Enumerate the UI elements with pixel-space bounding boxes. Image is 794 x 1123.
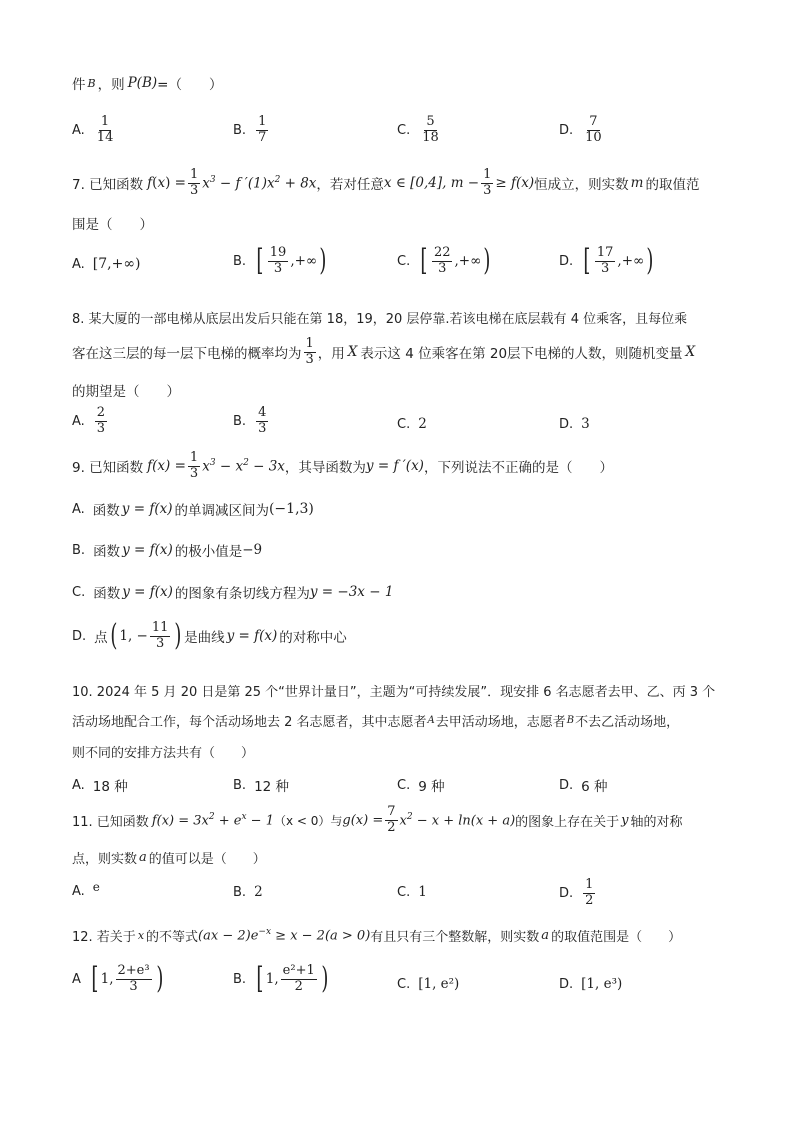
fraction [583,115,604,146]
q8-text-2c: 表示这 4 位乘客在第 20层下电梯的人数，则随机变量 [360,346,683,363]
interval-tail: ,+∞ [617,253,645,270]
q11-stem-line2 [72,848,266,867]
q11-function-g: g(x) = [342,812,384,828]
option-label: C. [397,777,411,793]
q7-domain: x ∈ [0,4], m − [383,175,480,192]
q12-option-b[interactable] [233,961,330,997]
bracket-right: ) [321,961,329,997]
q11-function-g-body: $x^2 - x + \ln(x + a)$ [399,812,516,829]
option-label: A. [72,501,85,517]
option-label: D. [559,253,574,269]
q8-text-2a: 客在这三层的每一层下电梯的概率均为 [72,346,302,363]
numerator: 1 [100,114,110,129]
q9-function-body: $x^3 - x^2 - 3x$ [202,458,285,475]
denominator: 2 [585,892,594,908]
q7-stem-line2 [72,213,153,233]
paren-right: ) [174,618,182,654]
q11-var-a: a [139,850,147,865]
q10-option-d[interactable] [559,775,608,795]
q8-var-x-2: X [685,344,696,361]
q8-text-2b: ，用 [317,346,345,363]
q10-var-b: B [566,715,575,726]
q11-stem [72,805,683,836]
option-label: C. [397,416,411,432]
numerator: 1 [189,450,199,465]
interval-tail: ,+∞ [454,253,482,270]
numerator: 2+e³ [117,963,150,978]
q7-number: 7. 已知函数 [72,177,144,194]
numerator: 1 [483,167,492,182]
q6-option-c[interactable] [397,115,443,146]
option-value: y = −3x − 1 [309,584,394,600]
option-value: 9 种 [418,779,445,795]
q7-option-d[interactable] [559,243,656,279]
option-label: B. [233,971,247,987]
q6-option-b[interactable] [233,115,270,146]
q11-option-d[interactable] [559,878,597,909]
q7-option-c[interactable] [397,243,493,279]
q10-stem-line3 [72,742,254,761]
q12-blank: 的取值范围是（ ） [551,930,682,945]
denominator: 3 [155,635,165,651]
option-label: C. [397,976,411,992]
option-label: A [72,971,81,987]
option-value: [1, e²) [418,976,460,992]
option-label: D. [559,777,574,793]
option-value: [1, e³) [581,976,623,992]
q7-var-m: m [630,175,644,192]
numerator: 11 [151,620,169,635]
fraction [150,621,171,652]
q9-derivative: y = f ′(x) [365,458,424,475]
fraction [188,168,200,199]
option-value: (−1,3) [268,501,314,517]
q12-inequality: $(ax - 2)e^{-x} \ge x - 2(a > 0)$ [198,927,371,944]
fraction [95,406,107,437]
q7-inequality: ≥ f(x) [495,175,535,192]
denominator: 7 [258,129,267,145]
fraction [595,246,616,277]
q11-option-b[interactable] [233,884,263,900]
option-text: 的极小值是 [174,544,243,560]
fraction [95,115,116,146]
q10-var-a: A [427,715,435,726]
option-label: B. [233,777,247,793]
option-label: A. [72,413,85,429]
option-label: C. [397,884,411,900]
bracket-right: ) [483,243,491,279]
option-value: −9 [242,542,263,558]
q12-option-c[interactable] [397,976,459,992]
q10-text-1: 10. 2024 年 5 月 20 日是第 25 个“世界计量日”，主题为“可持续发展”．现安排 6 名志愿者去甲、乙、丙 3 个 [72,685,716,700]
q11-condition: （x < 0）与 [273,813,343,828]
q11-text-a: 的图象上存在关于 [515,814,620,830]
option-text: 的图象有条切线方程为 [174,586,310,602]
q12-var-x: x [137,929,145,942]
bracket-left: [ [256,961,264,997]
bracket-left: [ [91,961,99,997]
q11-option-c[interactable] [397,884,427,900]
q7-option-a[interactable] [72,256,140,272]
option-text: 是曲线 [184,630,225,647]
q7-text-a: ，若对任意 [316,177,384,194]
q7-function-arg: (x) = [152,175,186,192]
q10-text-2c: 不去乙活动场地， [575,715,680,730]
option-value: 18 种 [92,779,128,795]
numerator: 5 [426,114,435,129]
denominator: 3 [601,260,610,276]
option-label: D. [72,628,87,644]
numerator: 7 [589,114,598,129]
q10-stem-line2 [72,711,679,730]
numerator: 17 [596,245,614,260]
denominator: 3 [189,182,199,198]
option-value: 12 种 [254,779,290,795]
option-function: y = f(x) [122,542,173,558]
q10-blank: 则不同的安排方法共有（ ） [72,746,255,761]
numerator: 1 [189,167,199,182]
q8-var-x: X [347,344,358,361]
q9-text-b: ，下列说法不正确的是（ ） [423,460,613,477]
q9-number: 9. 已知函数 [72,460,144,477]
bracket-left: [ [583,243,591,279]
denominator: 3 [258,420,267,436]
q6-expr: P(B) [127,75,158,91]
option-label: B. [233,122,247,138]
option-label: A. [72,777,85,793]
q10-text-2a: 活动场地配合工作，每个活动场地去 2 名志愿者，其中志愿者 [72,715,427,730]
q12-var-a: a [541,928,550,943]
q8-option-a[interactable] [72,406,109,437]
q7-text-b: 恒成立，则实数 [534,177,629,194]
option-label: A. [72,122,85,138]
q7-function-body: $x^3 - f$ $'(1)x^2 + 8x$ [202,175,317,192]
numerator: 1 [305,336,314,351]
q12-option-a[interactable] [72,961,165,997]
option-value: 1 [418,884,427,900]
option-function: y = f(x) [122,584,173,600]
numerator: 1 [258,114,267,129]
option-label: D. [559,976,574,992]
q11-number: 11. 已知函数 [72,814,149,830]
numerator: e²+1 [282,963,315,978]
q7-text-c: 的取值范 [645,177,700,194]
fraction [256,406,268,437]
option-value: 6 种 [581,779,608,795]
numerator: 7 [387,804,396,819]
fraction [583,878,595,909]
q7-option-b[interactable] [233,243,329,279]
q6-stem-tail [72,73,222,93]
q12-text-a: 的不等式 [146,930,199,945]
bracket-left: [ [420,243,428,279]
option-label: D. [559,885,574,901]
option-value: e [92,879,100,894]
q6-var-b: B [87,76,96,90]
q8-stem-line1 [72,308,687,327]
option-label: C. [72,584,86,600]
bracket-right: ) [646,243,654,279]
q8-option-b[interactable] [233,406,270,437]
q11-blank: 的值可以是（ ） [148,852,266,867]
q11-option-a[interactable] [72,879,100,899]
q8-option-d[interactable] [559,416,590,432]
option-value: 2 [418,416,427,432]
option-text: 函数 [92,503,120,519]
q8-blank: 的期望是（ ） [72,384,180,400]
denominator: 14 [96,129,114,145]
bracket-right: ) [319,243,327,279]
q10-option-a[interactable] [72,775,128,795]
numerator: 4 [258,405,267,420]
option-text: 函数 [93,544,121,560]
interval-tail: ,+∞ [290,253,318,270]
q7-function: f [147,175,153,192]
q9-stem [72,451,613,482]
denominator: 3 [96,420,106,436]
q6-option-d[interactable] [559,115,606,146]
option-value: 3 [581,416,590,432]
option-label: D. [559,416,574,432]
q12-number: 12. 若关于 [72,930,136,945]
denominator: 3 [129,978,138,994]
option-label: B. [233,884,247,900]
denominator: 2 [387,819,396,835]
q10-option-b[interactable] [233,775,289,795]
q6-text-mid: ，则 [97,77,125,93]
bracket-left: [ [256,243,264,279]
denominator: 3 [483,182,492,198]
option-function: y = f(x) [121,501,173,517]
option-label: B. [72,542,86,558]
option-text: 的单调减区间为 [174,503,269,519]
q11-text-2a: 点，则实数 [72,852,138,867]
option-label: B. [233,253,247,269]
q9-text-a: ，其导函数为 [284,460,366,477]
fraction [116,964,152,995]
q6-blank: =（ ） [157,77,223,93]
q8-option-c[interactable] [397,416,427,432]
fraction [268,246,289,277]
option-label: A. [72,256,85,272]
q7-blank: 围是（ ） [72,217,153,233]
option-value: [7,+∞) [92,256,141,272]
denominator: 3 [189,465,199,481]
q10-option-c[interactable] [397,775,445,795]
q10-stem-line1 [72,681,715,700]
q6-option-a[interactable] [72,115,117,146]
numerator: 1 [585,877,594,892]
fraction [385,805,397,836]
q11-text-b: 轴的对称 [630,814,683,830]
option-label: C. [397,253,411,269]
bracket-right: ) [155,961,163,997]
interval-start: 1, [100,971,114,988]
q9-option-d[interactable] [72,618,347,654]
denominator: 3 [273,260,283,276]
denominator: 10 [585,129,602,145]
option-label: B. [233,413,247,429]
q9-function: f(x) = [147,458,186,475]
fraction [188,451,200,482]
q11-function-f: $f(x) = 3x^2 + e^x - 1$ [151,812,274,829]
q8-stem-line3 [72,380,180,400]
option-text: 函数 [93,586,121,602]
q11-var-y: y [621,812,629,828]
denominator: 3 [438,260,447,276]
q9-option-c[interactable] [72,582,393,602]
option-label: C. [397,122,411,138]
q10-text-2b: 去甲活动场地，志愿者 [435,715,566,730]
interval-start: 1, [265,971,279,988]
q12-text-b: 有且只有三个整数解，则实数 [370,930,540,945]
q6-text: 件 [72,77,86,93]
q12-option-d[interactable] [559,976,622,992]
q8-stem-line2 [72,337,695,368]
q9-option-a[interactable] [72,499,314,519]
fraction [432,246,453,277]
numerator: 22 [433,245,451,260]
fraction [420,115,441,146]
option-label: D. [559,122,574,138]
fraction [481,168,493,199]
numerator: 19 [269,245,287,260]
option-function: y = f(x) [226,628,278,645]
option-value: 2 [254,884,263,900]
paren-left: ( [110,618,118,654]
option-label: A. [72,884,85,899]
fraction [256,115,268,146]
denominator: 3 [305,351,314,367]
q9-option-b[interactable] [72,540,262,560]
fraction [304,337,316,368]
numerator: 2 [96,405,106,420]
fraction [281,964,317,995]
q12-stem [72,926,681,945]
option-text: 的对称中心 [279,630,347,647]
point-x: 1, − [119,628,148,645]
option-text: 点 [94,630,108,647]
q8-text-1: 8. 某大厦的一部电梯从底层出发后只能在第 18，19，20 层停靠.若该电梯在底层载有 4 位乘客，且每位乘 [72,312,688,327]
denominator: 18 [422,129,439,145]
q7-stem [72,168,699,199]
denominator: 2 [294,978,303,994]
